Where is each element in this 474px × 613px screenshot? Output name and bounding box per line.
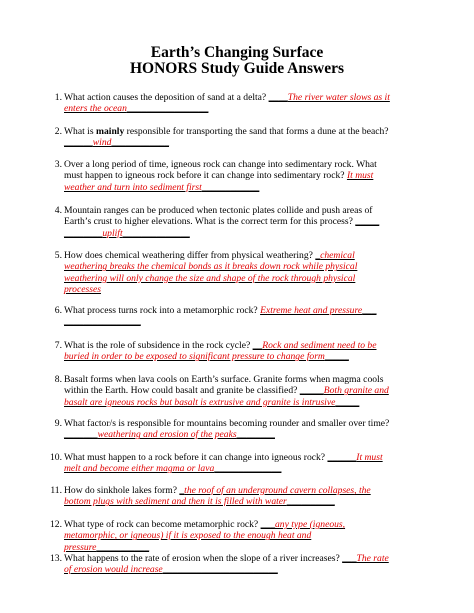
question-number: 5.: [54, 250, 62, 261]
answer-text: the roof of an underground cavern collapses, the bottom plugs with sediment and then it is filled with water: [64, 485, 371, 508]
question-number: 6.: [54, 305, 62, 316]
question-11: [50, 485, 394, 508]
answer-blank: _____: [324, 351, 349, 363]
answer-blank: ________: [236, 429, 275, 441]
question-number: 2.: [54, 126, 62, 137]
answer-text: chemical weathering breaks the chemical bonds as it breaks down rock while physical weathering will only change the size and shape of the rock through physical processes: [64, 250, 358, 296]
question-text: Over a long period of time, igneous rock can change into sedimentary rock. What must happen to igneous rock before it can change into sedimentary rock?: [64, 159, 377, 182]
answer-blank: ________: [64, 227, 103, 239]
question-number: 3.: [54, 159, 62, 170]
answer-blank: _____: [355, 216, 380, 228]
answer-blank: __: [252, 340, 263, 351]
answer-blank: ___: [362, 305, 377, 316]
question-8: [54, 374, 394, 408]
question-text: What action causes the deposition of sand at a delta?: [64, 92, 269, 103]
answer-text: It must weather and turn into sediment first: [64, 170, 374, 193]
answer-blank: ____________: [111, 137, 170, 149]
answer-blank: _______: [64, 429, 98, 441]
question-number: 7.: [54, 340, 62, 351]
answer-text: The river water slows as it enters the ocean: [64, 92, 390, 115]
answer-blank: ______________: [122, 227, 190, 239]
question-6: [54, 305, 394, 328]
question-9: [54, 418, 394, 441]
page-subtitle: HONORS Study Guide Answers: [129, 60, 345, 77]
answer-blank: __________: [286, 496, 335, 508]
question-number: 12.: [50, 519, 62, 530]
question-number: 11.: [50, 485, 62, 496]
question-text: What happens to the rate of erosion when the slope of a river increases?: [64, 553, 343, 564]
question-text: Mountain ranges can be produced when tectonic plates collide and push areas of Earth’s crust to higher elevations. What is the correct term for this process?: [64, 205, 373, 228]
question-3: [54, 159, 394, 193]
answer-blank: _____: [299, 385, 324, 397]
question-text: How does chemical weathering differ from physical weathering?: [64, 250, 316, 261]
answer-blank: _________________: [126, 103, 209, 115]
question-text: What type of rock can become metamorphic rock?: [64, 519, 261, 530]
answer-blank: ____________: [201, 181, 260, 193]
question-10: [50, 452, 394, 475]
question-emphasis: mainly: [95, 126, 125, 137]
question-13: [50, 553, 394, 576]
answer-blank: _____: [335, 396, 360, 408]
answer-blank: ______: [327, 452, 357, 463]
answer-text: uplift: [102, 227, 123, 239]
question-number: 8.: [54, 374, 62, 385]
question-text: How do sinkhole lakes form?: [64, 485, 180, 496]
question-number: 9.: [54, 418, 62, 429]
answer-blank: _: [315, 250, 321, 261]
question-number: 13.: [50, 553, 62, 564]
answer-text: Extreme heat and pressure: [260, 305, 363, 316]
answer-text: weathering and erosion of the peaks: [97, 429, 237, 441]
question-text: What factor/s is responsible for mountains becoming rounder and smaller over time?: [64, 418, 390, 429]
answer-blank: ______________: [214, 463, 282, 475]
question-text: What is the role of subsidence in the rock cycle?: [64, 340, 253, 351]
question-number: 4.: [54, 205, 62, 216]
answer-blank: _: [179, 485, 185, 496]
answer-blank: ________________________: [162, 564, 278, 576]
answer-blank: ___: [342, 553, 357, 564]
answer-text: Rock and sediment need to be buried in order to be exposed to significant pressure to change form: [64, 340, 377, 363]
page-title: Earth’s Changing Surface: [150, 44, 324, 61]
answer-text: Both granite and basalt are igneous rocks but basalt is extrusive and granite is intrusive: [64, 385, 389, 408]
question-5: [54, 250, 394, 296]
answer-text: The rate of erosion would increase: [64, 553, 389, 576]
question-text: What is: [64, 126, 96, 137]
question-text: Basalt forms when lava cools on Earth’s surface. Granite forms when magma cools within the Earth. How could basalt and granite be classified?: [64, 374, 384, 397]
question-text: responsible for transporting the sand that forms a dune at the beach?: [124, 126, 389, 137]
answer-blank: ___________: [96, 541, 150, 553]
question-2: [54, 126, 394, 149]
question-number: 1.: [54, 92, 62, 103]
question-text: What must happen to a rock before it can change into igneous rock?: [64, 452, 328, 463]
answer-blank: ___: [260, 519, 275, 530]
answer-blank: ______: [64, 137, 93, 149]
answer-blank: ____: [268, 92, 288, 103]
question-4: [54, 205, 394, 239]
question-1: [54, 92, 394, 115]
answer-text: It must melt and become either magma or lava: [64, 452, 383, 475]
answer-text: wind: [92, 137, 112, 149]
question-number: 10.: [50, 452, 62, 463]
answer-blank: ________________: [64, 316, 141, 328]
question-7: [54, 340, 394, 363]
question-text: What process turns rock into a metamorphic rock?: [64, 305, 261, 316]
answer-text: any type (igneous, metamorphic, or igneous) if it is exposed to the enough heat and pressure: [64, 519, 346, 553]
question-12: [50, 519, 394, 553]
